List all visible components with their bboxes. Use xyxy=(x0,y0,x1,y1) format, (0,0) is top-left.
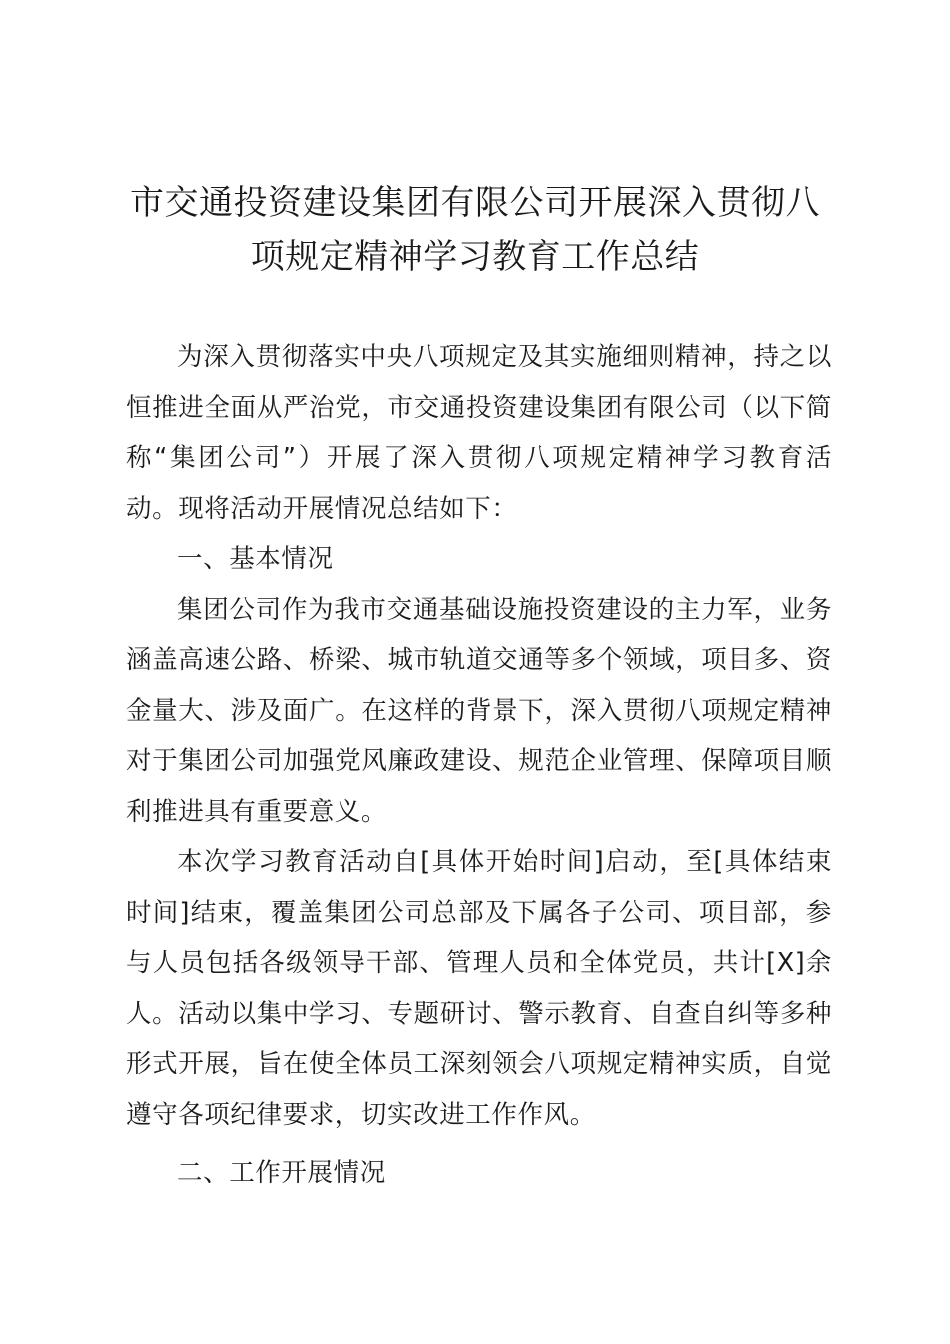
section-heading-work-progress: 二、工作开展情况 xyxy=(177,1158,386,1188)
intro-paragraph: 为深入贯彻落实中央八项规定及其实施细则精神，持之以恒推进全面从严治党，市交通投资建设集团有限公司（以下简称“集团公司”）开展了深入贯彻八项规定精神学习教育活动。现将活动开展情况总结如下： xyxy=(126,342,832,524)
section1-paragraph-1: 集团公司作为我市交通基础设施投资建设的主力军，业务涵盖高速公路、桥梁、城市轨道交通等多个领域，项目多、资金量大、涉及面广。在这样的背景下，深入贯彻八项规定精神对于集团公司加强党风廉政建设、规范企业管理、保障项目顺利推进具有重要意义。 xyxy=(126,594,832,827)
section-heading-basic-situation: 一、基本情况 xyxy=(177,544,334,574)
document-title xyxy=(100,176,850,284)
title-line-2: 项规定精神学习教育工作总结 xyxy=(250,237,700,277)
title-line-1: 市交通投资建设集团有限公司开展深入贯彻八 xyxy=(130,183,820,223)
document-body xyxy=(126,332,832,1199)
section1-paragraph-2: 本次学习教育活动自[具体开始时间]启动，至[具体结束时间]结束，覆盖集团公司总部及下属各子公司、项目部，参与人员包括各级领导干部、管理人员和全体党员，共计[X]余人。活动以集中学习、专题研讨、警示教育、自查自纠等多种形式开展，旨在使全体员工深刻领会八项规定精神实质，自觉遵守各项纪律要求，切实改进工作作风。 xyxy=(126,847,832,1130)
